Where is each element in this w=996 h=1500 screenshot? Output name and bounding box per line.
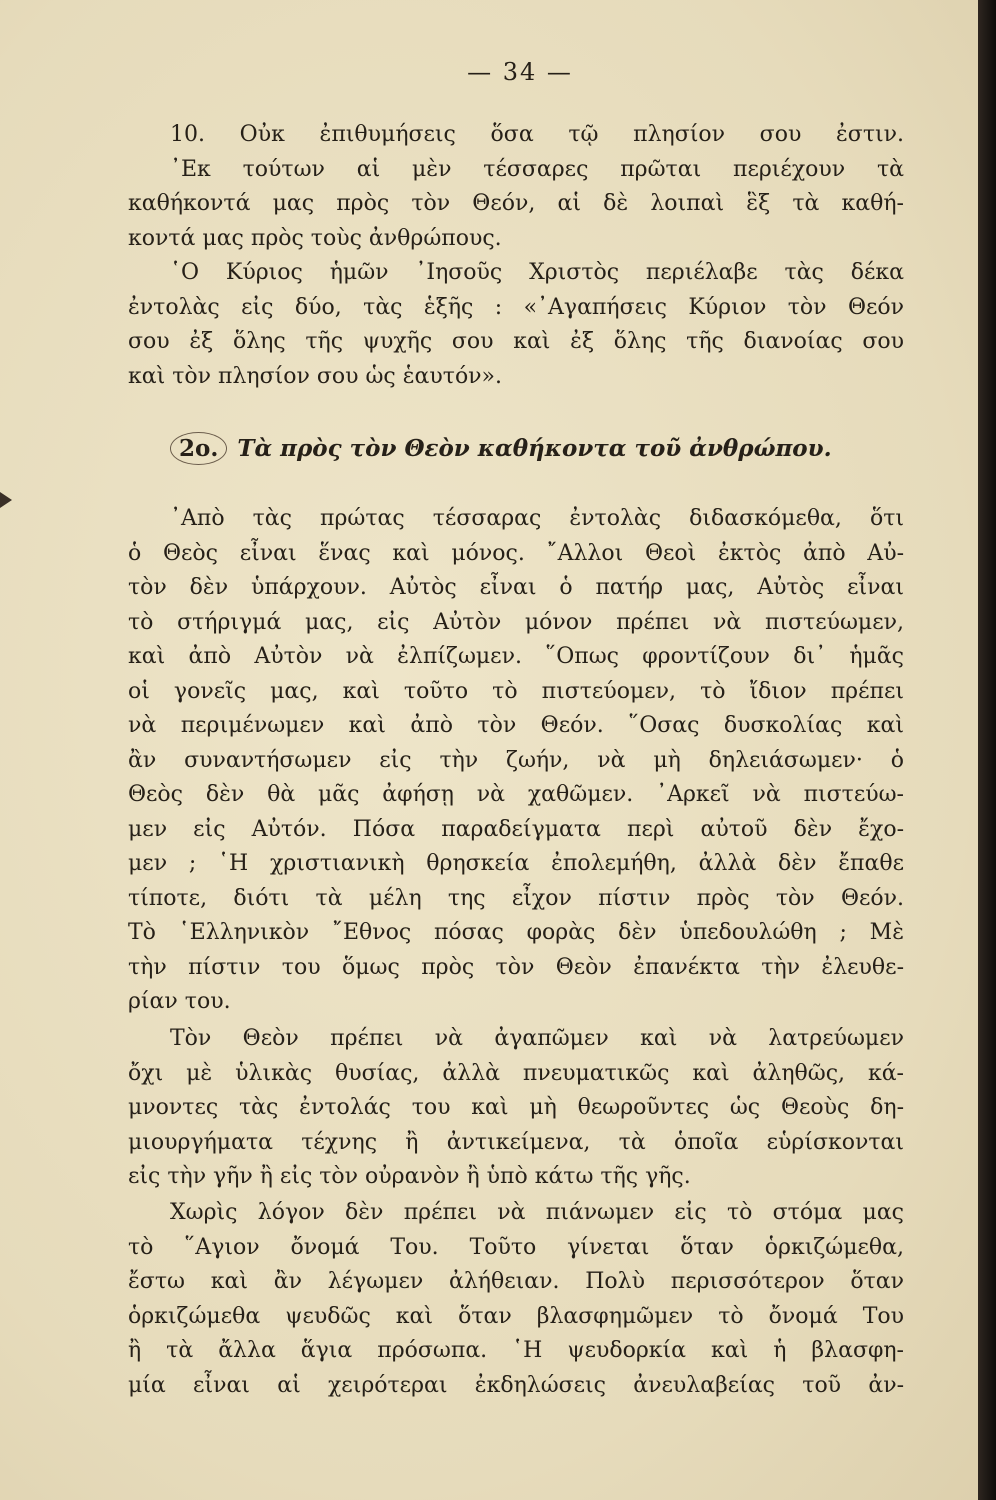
text-line: μεν ; ῾Η χριστιανικὴ θρησκεία ἐπολεμήθη, ἀλλὰ δὲν ἔπαθε [128, 851, 904, 876]
text-line: 10. Οὐκ ἐπιθυμήσεις ὅσα τῷ πλησίον σου ἐστιν. [170, 122, 904, 147]
section-title: Τὰ πρὸς τὸν Θεὸν καθήκοντα τοῦ ἀνθρώπου. [237, 435, 832, 462]
text-line: σου ἐξ ὅλης τῆς ψυχῆς σου καὶ ἐξ ὅλης τῆς διανοίας σου [128, 329, 904, 354]
text-line: ἢ τὰ ἄλλα ἅγια πρόσωπα. ῾Η ψευδορκία καὶ ἡ βλασφη- [128, 1338, 904, 1363]
section-number: 2ο. [170, 432, 227, 465]
text-line: μιουργήματα τέχνης ἢ ἀντικείμενα, τὰ ὁποῖα εὑρίσκονται [128, 1129, 904, 1155]
text-line: τὸν δὲν ὑπάρχουν. Αὐτὸς εἶναι ὁ πατήρ μας, Αὐτὸς εἶναι [128, 575, 904, 600]
paragraph-god-duties [128, 502, 904, 1020]
text-line: μεν εἰς Αὐτόν. Πόσα παραδείγματα περὶ αὐτοῦ δὲν ἔχο- [128, 816, 904, 842]
paragraph-commandments [128, 118, 904, 394]
text-line: μνοντες τὰς ἐντολάς του καὶ μὴ θεωροῦντες ὡς Θεοὺς δη- [128, 1095, 904, 1120]
text-line: οἱ γονεῖς μας, καὶ τοῦτο τὸ πιστεύομεν, τὸ ἴδιον πρέπει [128, 678, 904, 704]
text-line: τὴν πίστιν του ὅμως πρὸς τὸν Θεὸν ἐπανέκτα τὴν ἐλευθε- [128, 954, 904, 980]
text-line: ὁ Θεὸς εἶναι ἕνας καὶ μόνος. ῎Αλλοι Θεοὶ ἐκτὸς ἀπὸ Αὐ- [128, 540, 904, 566]
margin-pointer-mark [0, 492, 12, 508]
text-line: καὶ τὸν πλησίον σου ὡς ἑαυτόν». [128, 363, 503, 389]
text-line: εἰς τὴν γῆν ἢ εἰς τὸν οὐρανὸν ἢ ὑπὸ κάτω τῆς γῆς. [128, 1164, 691, 1189]
text-line: ἂν συναντήσωμεν εἰς τὴν ζωήν, νὰ μὴ δηλειάσωμεν· ὁ [128, 747, 904, 773]
text-line: ὁρκιζώμεθα ψευδῶς καὶ ὅταν βλασφημῶμεν τὸ ὄνομά Του [128, 1303, 904, 1329]
text-line: Χωρὶς λόγον δὲν πρέπει νὰ πιάνωμεν εἰς τὸ στόμα μας [170, 1200, 904, 1225]
page-number: — 34 — [467, 58, 573, 86]
text-line: τὸ ῞Αγιον ὄνομά Του. Τοῦτο γίνεται ὅταν ὁρκιζώμεθα, [128, 1234, 904, 1260]
text-line: ᾿Απὸ τὰς πρώτας τέσσαρας ἐντολὰς διδασκόμεθα, ὅτι [170, 506, 904, 531]
text-line: καθήκοντά μας πρὸς τὸν Θεόν, αἱ δὲ λοιπαὶ ἓξ τὰ καθή- [128, 191, 904, 216]
paragraph-oaths [128, 1196, 904, 1403]
paragraph-worship [128, 1022, 904, 1195]
text-line: ἐντολὰς εἰς δύο, τὰς ἑξῆς : «᾿Αγαπήσεις Κύριον τὸν Θεόν [128, 294, 904, 320]
text-line: ῾Ο Κύριος ἡμῶν ᾿Ιησοῦς Χριστὸς περιέλαβε τὰς δέκα [170, 260, 904, 285]
section-heading [170, 432, 870, 465]
text-line: Τὸν Θεὸν πρέπει νὰ ἀγαπῶμεν καὶ νὰ λατρεύωμεν [170, 1026, 904, 1051]
text-line: τίποτε, διότι τὰ μέλη της εἶχον πίστιν πρὸς τὸν Θεόν. [128, 885, 904, 911]
text-line: κοντά μας πρὸς τοὺς ἀνθρώπους. [128, 225, 502, 251]
text-line: νὰ περιμένωμεν καὶ ἀπὸ τὸν Θεόν. ῞Οσας δυσκολίας καὶ [128, 713, 904, 738]
book-binding-edge [978, 0, 996, 1500]
text-line: Θεὸς δὲν θὰ μᾶς ἀφήσῃ νὰ χαθῶμεν. ᾿Αρκεῖ νὰ πιστεύω- [128, 782, 904, 807]
text-line: ρίαν του. [128, 989, 231, 1014]
text-line: Τὸ ῾Ελληνικὸν ῎Εθνος πόσας φορὰς δὲν ὑπεδουλώθη ; Μὲ [128, 920, 904, 945]
text-line: ὄχι μὲ ὑλικὰς θυσίας, ἀλλὰ πνευματικῶς καὶ ἀληθῶς, κά- [128, 1060, 904, 1086]
text-line: ἔστω καὶ ἂν λέγωμεν ἀλήθειαν. Πολὺ περισσότερον ὅταν [128, 1269, 904, 1294]
text-line: καὶ ἀπὸ Αὐτὸν νὰ ἐλπίζωμεν. ῞Οπως φροντίζουν δι᾿ ἡμᾶς [128, 644, 904, 669]
text-line: τὸ στήριγμά μας, εἰς Αὐτὸν μόνον πρέπει νὰ πιστεύωμεν, [128, 609, 904, 635]
text-line: μία εἶναι αἱ χειρότεραι ἐκδηλώσεις ἀνευλαβείας τοῦ ἀν- [128, 1372, 904, 1398]
text-line: ᾿Εκ τούτων αἱ μὲν τέσσαρες πρῶται περιέχουν τὰ [170, 156, 904, 182]
